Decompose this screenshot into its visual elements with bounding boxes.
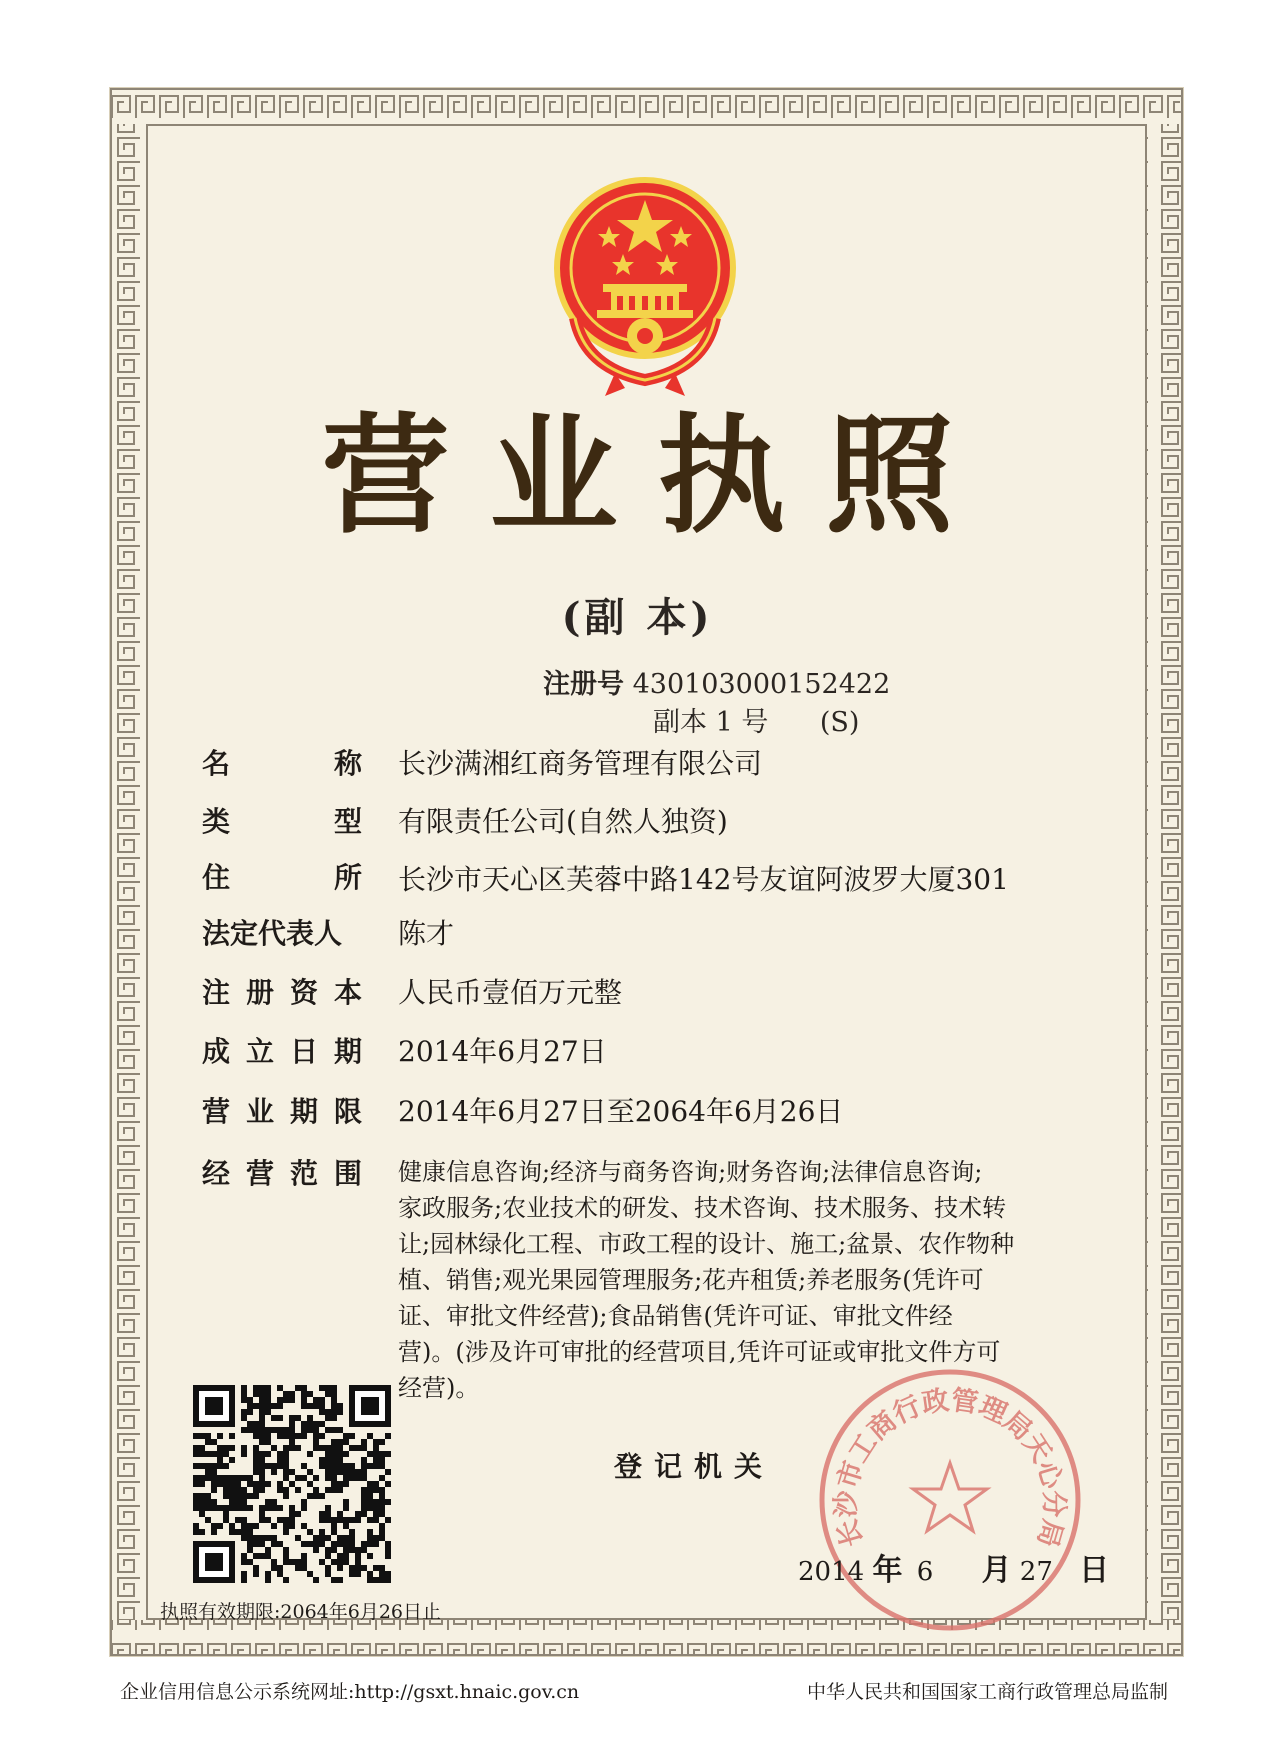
- field-label-address-char2: 所: [333, 861, 362, 894]
- scope-line: 营)。(涉及许可审批的经营项目,凭许可证或审批文件方可: [398, 1338, 1001, 1366]
- registration-number: 430103000152422: [632, 669, 891, 700]
- field-label-term-c4: 限: [333, 1095, 362, 1128]
- field-value-capital: 人民币壹佰万元整: [398, 976, 623, 1009]
- issue-year-char: 年: [872, 1553, 903, 1588]
- field-label-scope: [202, 1152, 362, 1192]
- field-label-term-c3: 期: [289, 1095, 318, 1128]
- issue-day: 27: [1019, 1557, 1053, 1587]
- official-seal-icon: [815, 1365, 1085, 1635]
- field-label-address-char1: 住: [202, 861, 231, 894]
- field-label-type: [202, 800, 362, 840]
- copy-code: (S): [819, 707, 860, 738]
- scope-line: 让;园林绿化工程、市政工程的设计、施工;盆景、农作物种: [398, 1230, 1015, 1258]
- field-label-scope-c2: 营: [245, 1157, 274, 1190]
- field-label-established-c3: 日: [289, 1035, 318, 1068]
- field-label-name-char2: 称: [333, 747, 362, 780]
- issue-date: [798, 1545, 1109, 1589]
- national-emblem-icon: [545, 168, 745, 398]
- scope-line: 植、销售;观光果园管理服务;花卉租赁;养老服务(凭许可: [398, 1266, 984, 1294]
- footer-website: 企业信用信息公示系统网址:http://gsxt.hnaic.gov.cn: [120, 1681, 580, 1703]
- scope-line: 经营)。: [398, 1374, 480, 1402]
- field-label-scope-c1: 经: [202, 1157, 231, 1190]
- field-label-name-char1: 名: [202, 747, 231, 780]
- copy-label: 副本 1 号: [653, 707, 769, 738]
- field-label-capital-c1: 注: [202, 976, 231, 1009]
- field-label-address: [202, 856, 362, 896]
- field-label-capital-c3: 资: [289, 976, 318, 1009]
- registration-authority: 登记机关: [614, 1450, 775, 1483]
- issue-day-char: 日: [1079, 1553, 1110, 1588]
- copy-number-row: [653, 700, 859, 739]
- field-label-type-char2: 型: [333, 805, 362, 838]
- license-validity: 执照有效期限:2064年6月26日止: [160, 1601, 442, 1623]
- field-label-capital-c4: 本: [333, 976, 362, 1009]
- scope-line: 证、审批文件经营);食品销售(凭许可证、审批文件经: [398, 1302, 953, 1330]
- field-label-capital-c2: 册: [245, 976, 274, 1009]
- qr-code-icon: [193, 1385, 391, 1583]
- issue-month: 6: [916, 1557, 934, 1587]
- footer-supervisor: 中华人民共和国国家工商行政管理总局监制: [806, 1681, 1168, 1703]
- certificate-title: 营业执照: [321, 401, 994, 551]
- field-label-scope-c3: 范: [289, 1157, 318, 1190]
- field-label-established-c4: 期: [333, 1035, 362, 1068]
- svg-text:长沙市工商行政管理局天心分局: 长沙市工商行政管理局天心分局: [830, 1384, 1070, 1551]
- field-label-type-char1: 类: [202, 805, 231, 838]
- field-value-term: 2014年6月27日至2064年6月26日: [398, 1095, 844, 1128]
- field-label-term-c1: 营: [202, 1095, 231, 1128]
- field-label-legal-rep: 法定代表人: [202, 917, 343, 950]
- scope-line: 健康信息咨询;经济与商务咨询;财务咨询;法律信息咨询;: [398, 1158, 983, 1186]
- registration-label: 注册号: [543, 669, 624, 700]
- field-label-established-c2: 立: [245, 1035, 274, 1068]
- field-value-legal-rep: 陈才: [398, 917, 455, 950]
- field-label-capital: [202, 971, 362, 1011]
- scope-line: 家政服务;农业技术的研发、技术咨询、技术服务、技术转: [398, 1194, 1007, 1222]
- field-label-established-c1: 成: [202, 1035, 231, 1068]
- field-value-established: 2014年6月27日: [398, 1035, 607, 1068]
- field-label-term-c2: 业: [245, 1095, 274, 1128]
- issue-month-char: 月: [981, 1553, 1012, 1588]
- field-value-address: 长沙市天心区芙蓉中路142号友谊阿波罗大厦301: [398, 863, 1009, 896]
- field-label-established: [202, 1030, 362, 1070]
- field-label-name: [202, 742, 362, 782]
- field-label-term: [202, 1090, 362, 1130]
- field-value-type: 有限责任公司(自然人独资): [398, 805, 728, 838]
- field-label-scope-c4: 围: [333, 1157, 362, 1190]
- field-value-name: 长沙满湘红商务管理有限公司: [398, 747, 763, 780]
- certificate-subtitle: (副 本): [561, 594, 714, 641]
- registration-number-row: [543, 662, 890, 701]
- issue-year: 2014: [798, 1557, 865, 1587]
